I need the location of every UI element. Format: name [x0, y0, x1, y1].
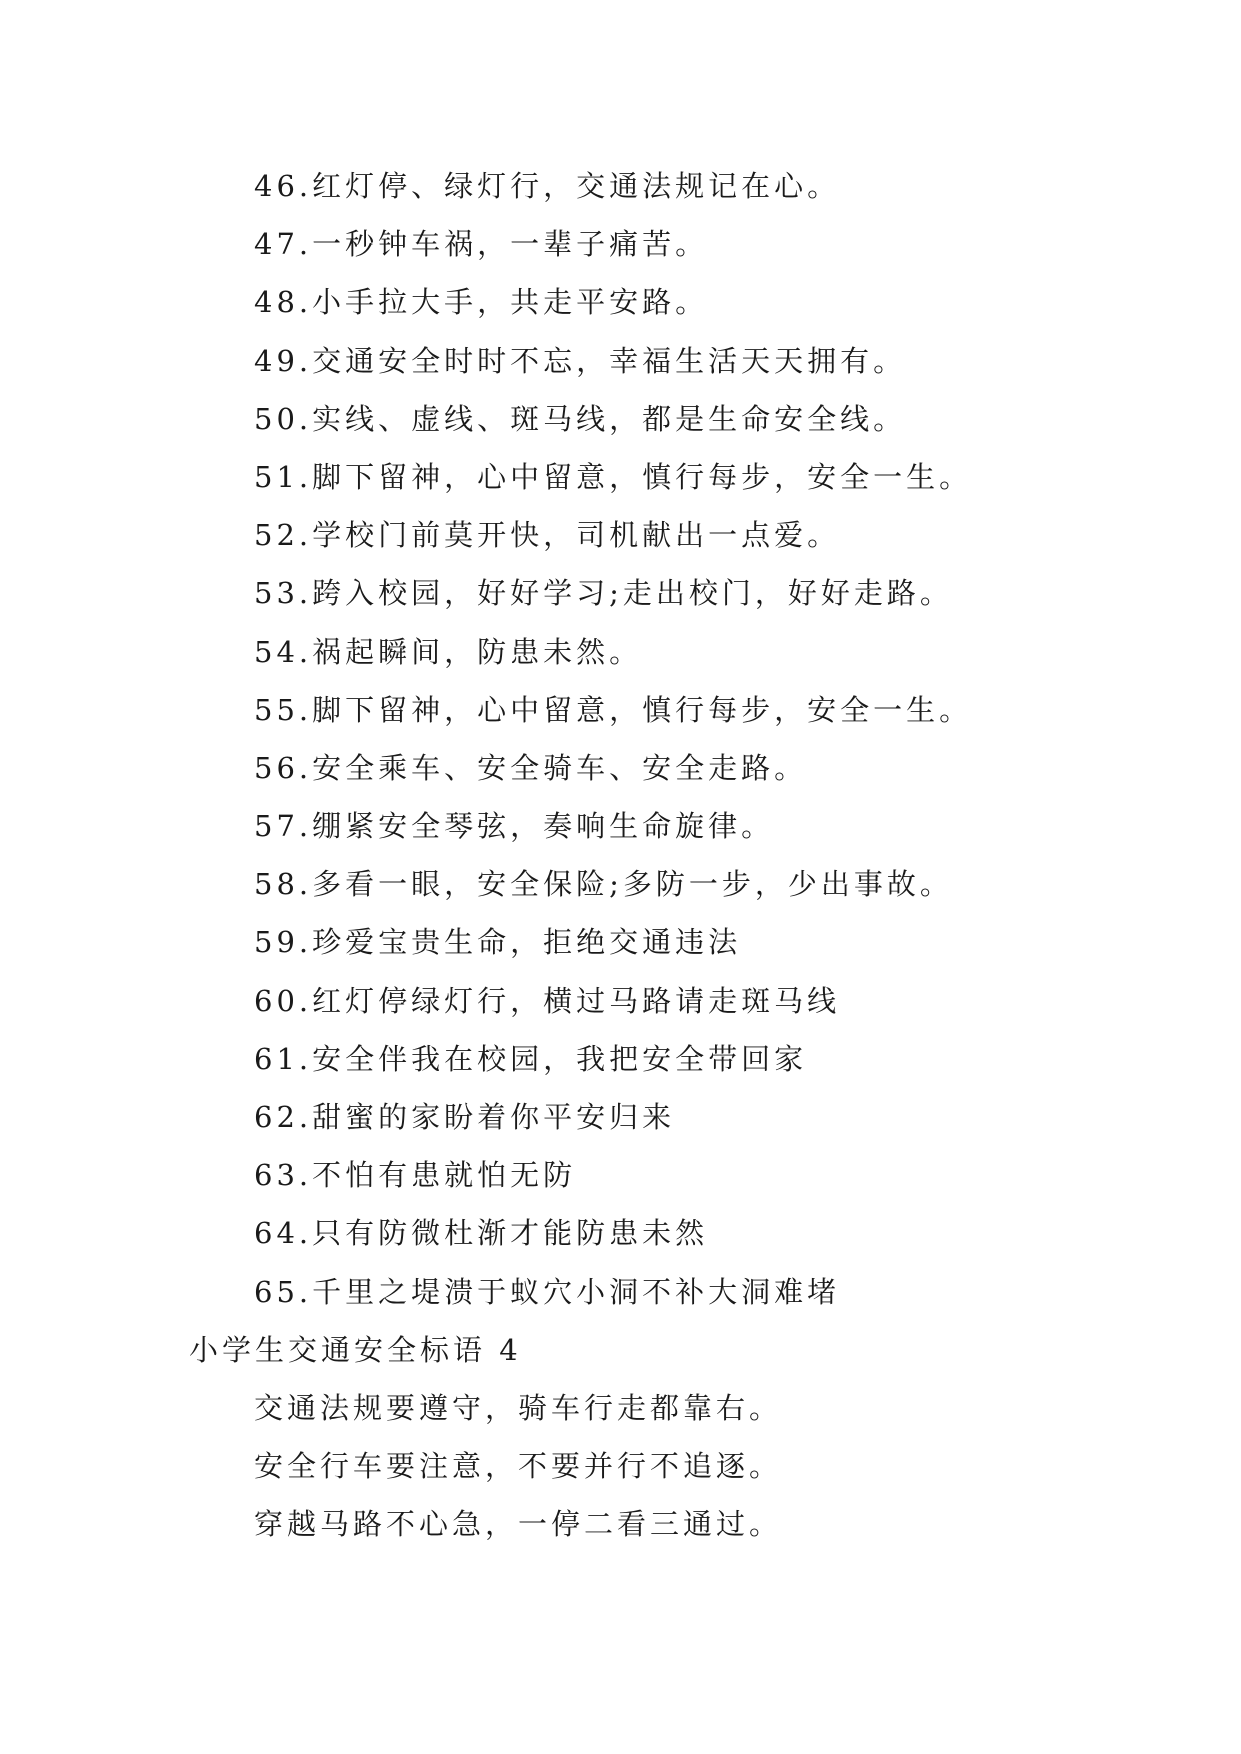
slogan-line: 55.脚下留神，心中留意，慎行每步，安全一生。 — [254, 692, 973, 727]
slogan-line: 49.交通安全时时不忘，幸福生活天天拥有。 — [254, 343, 907, 378]
slogan-line: 62.甜蜜的家盼着你平安归来 — [254, 1100, 676, 1134]
slogan-list-part3 — [189, 157, 1169, 1321]
slogan-line: 60.红灯停绿灯行，横过马路请走斑马线 — [254, 983, 841, 1018]
slogan-line: 58.多看一眼，安全保险;多防一步，少出事故。 — [254, 867, 953, 902]
slogan-line: 54.祸起瞬间，防患未然。 — [254, 634, 643, 669]
slogan-line: 61.安全伴我在校园，我把安全带回家 — [254, 1041, 808, 1076]
slogan-line: 50.实线、虚线、斑马线，都是生命安全线。 — [254, 401, 907, 436]
slogan-line: 64.只有防微杜渐才能防患未然 — [254, 1216, 709, 1251]
slogan-line: 48.小手拉大手，共走平安路。 — [254, 285, 709, 320]
slogan-line: 53.跨入校园，好好学习;走出校门，好好走路。 — [254, 576, 953, 611]
document-body — [189, 157, 1169, 1554]
slogan-line: 46.红灯停、绿灯行，交通法规记在心。 — [254, 169, 841, 203]
slogan-line: 56.安全乘车、安全骑车、安全走路。 — [254, 750, 808, 785]
slogan-line: 65.千里之堤溃于蚁穴小洞不补大洞难堵 — [254, 1274, 841, 1309]
slogan-line: 57.绷紧安全琴弦，奏响生命旋律。 — [254, 809, 775, 844]
slogan-line: 交通法规要遵守，骑车行走都靠右。 — [254, 1390, 783, 1425]
slogan-line: 51.脚下留神，心中留意，慎行每步，安全一生。 — [254, 459, 973, 494]
slogan-line: 47.一秒钟车祸，一辈子痛苦。 — [254, 227, 709, 262]
slogan-line: 穿越马路不心急，一停二看三通过。 — [254, 1507, 783, 1542]
slogan-list-part4 — [189, 1379, 1169, 1554]
slogan-line: 52.学校门前莫开快，司机献出一点爱。 — [254, 518, 841, 553]
slogan-line: 安全行车要注意，不要并行不追逐。 — [254, 1449, 783, 1484]
slogan-line: 59.珍爱宝贵生命，拒绝交通违法 — [254, 925, 742, 960]
slogan-line: 63.不怕有患就怕无防 — [254, 1158, 577, 1193]
section-heading: 小学生交通安全标语 4 — [189, 1332, 522, 1367]
